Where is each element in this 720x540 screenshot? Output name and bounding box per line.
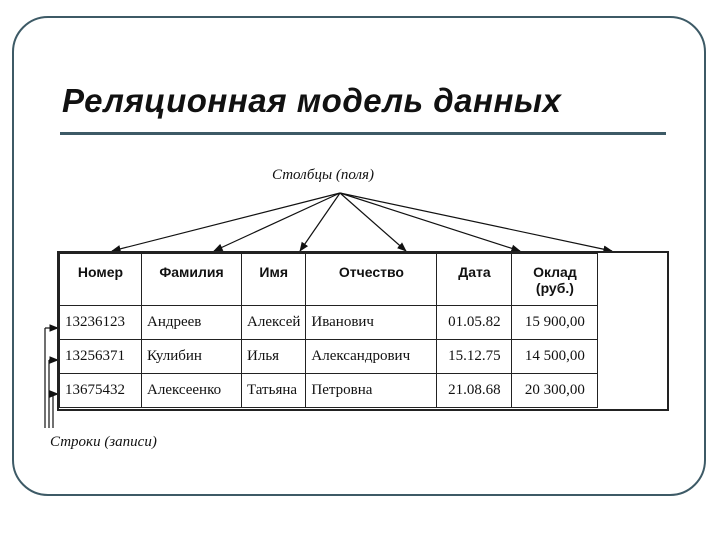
table-header-row <box>60 254 598 306</box>
cell-date: 15.12.75 <box>437 340 512 374</box>
table-row <box>60 340 598 374</box>
header-salary: Оклад (руб.) <box>512 254 598 306</box>
cell-surname: Алексеенко <box>142 374 242 408</box>
cell-patronymic: Петровна <box>306 374 437 408</box>
header-name: Имя <box>242 254 306 306</box>
cell-patronymic: Иванович <box>306 306 437 340</box>
cell-salary: 20 300,00 <box>512 374 598 408</box>
header-surname: Фамилия <box>142 254 242 306</box>
arrow-to-date <box>340 193 520 251</box>
arrow-to-salary <box>340 193 612 251</box>
header-number: Номер <box>60 254 142 306</box>
cell-salary: 14 500,00 <box>512 340 598 374</box>
arrow-to-surname <box>214 193 340 251</box>
cell-date: 21.08.68 <box>437 374 512 408</box>
header-date: Дата <box>437 254 512 306</box>
cell-name: Алексей <box>242 306 306 340</box>
arrow-to-patronymic <box>340 193 406 251</box>
table-row <box>60 374 598 408</box>
rows-label: Строки (записи) <box>50 434 157 450</box>
cell-name: Илья <box>242 340 306 374</box>
cell-patronymic: Александрович <box>306 340 437 374</box>
cell-date: 01.05.82 <box>437 306 512 340</box>
cell-surname: Кулибин <box>142 340 242 374</box>
cell-salary: 15 900,00 <box>512 306 598 340</box>
cell-number: 13256371 <box>60 340 142 374</box>
cell-name: Татьяна <box>242 374 306 408</box>
cell-surname: Андреев <box>142 306 242 340</box>
table-row <box>60 306 598 340</box>
slide-title: Реляционная модель данных <box>62 82 562 119</box>
cell-number: 13675432 <box>60 374 142 408</box>
relation-table <box>59 253 598 408</box>
header-patronymic: Отчество <box>306 254 437 306</box>
cell-number: 13236123 <box>60 306 142 340</box>
columns-label: Столбцы (поля) <box>272 167 374 183</box>
